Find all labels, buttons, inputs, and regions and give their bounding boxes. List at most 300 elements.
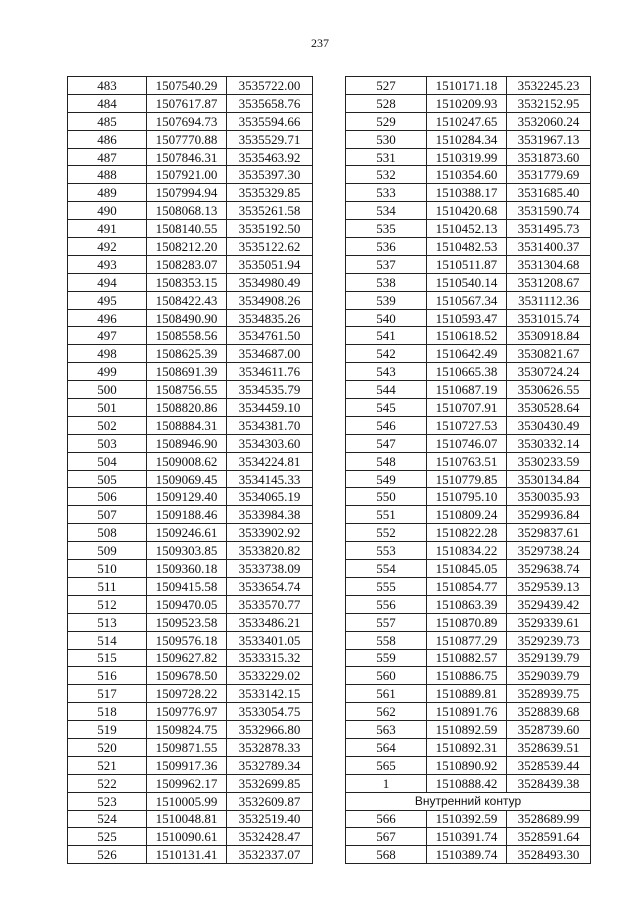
table-row: [346, 703, 591, 721]
table-row: [346, 667, 591, 685]
x-coordinate-cell: 1510540.14: [427, 273, 507, 291]
y-coordinate-cell: 3535594.66: [227, 112, 313, 130]
table-row: [68, 77, 313, 95]
x-coordinate-cell: 1507617.87: [147, 94, 227, 112]
x-coordinate-cell: 1508691.39: [147, 363, 227, 381]
point-number-cell: 549: [346, 470, 427, 488]
x-coordinate-cell: 1510090.61: [147, 828, 227, 846]
x-coordinate-cell: 1508884.31: [147, 416, 227, 434]
x-coordinate-cell: 1507994.94: [147, 184, 227, 202]
point-number-cell: 491: [68, 220, 147, 238]
x-coordinate-cell: 1508490.90: [147, 309, 227, 327]
point-number-cell: 560: [346, 667, 427, 685]
point-number-cell: 489: [68, 184, 147, 202]
table-row: [346, 345, 591, 363]
point-number-cell: 496: [68, 309, 147, 327]
y-coordinate-cell: 3528539.44: [507, 756, 591, 774]
table-row: [68, 488, 313, 506]
table-row: [346, 202, 591, 220]
x-coordinate-cell: 1510889.81: [427, 685, 507, 703]
table-row: [68, 470, 313, 488]
table-row: [68, 649, 313, 667]
point-number-cell: 554: [346, 560, 427, 578]
point-number-cell: 494: [68, 273, 147, 291]
table-row: [68, 613, 313, 631]
point-number-cell: 567: [346, 828, 427, 846]
x-coordinate-cell: 1510642.49: [427, 345, 507, 363]
point-number-cell: 551: [346, 506, 427, 524]
table-row: [346, 542, 591, 560]
x-coordinate-cell: 1507921.00: [147, 166, 227, 184]
point-number-cell: 529: [346, 112, 427, 130]
y-coordinate-cell: 3528689.99: [507, 810, 591, 828]
y-coordinate-cell: 3535122.62: [227, 238, 313, 256]
x-coordinate-cell: 1509678.50: [147, 667, 227, 685]
x-coordinate-cell: 1509824.75: [147, 721, 227, 739]
x-coordinate-cell: 1510482.53: [427, 238, 507, 256]
point-number-cell: 519: [68, 721, 147, 739]
y-coordinate-cell: 3533315.32: [227, 649, 313, 667]
point-number-cell: 553: [346, 542, 427, 560]
y-coordinate-cell: 3530918.84: [507, 327, 591, 345]
point-number-cell: 547: [346, 434, 427, 452]
x-coordinate-cell: 1509129.40: [147, 488, 227, 506]
x-coordinate-cell: 1510687.19: [427, 381, 507, 399]
table-row: [68, 309, 313, 327]
y-coordinate-cell: 3529936.84: [507, 506, 591, 524]
point-number-cell: 552: [346, 524, 427, 542]
table-row: [346, 506, 591, 524]
y-coordinate-cell: 3532519.40: [227, 810, 313, 828]
x-coordinate-cell: 1510284.34: [427, 130, 507, 148]
coordinates-table-right: [345, 76, 591, 864]
y-coordinate-cell: 3535658.76: [227, 94, 313, 112]
y-coordinate-cell: 3533984.38: [227, 506, 313, 524]
table-row: [68, 846, 313, 864]
inner-contour-section: [346, 792, 591, 810]
y-coordinate-cell: 3534611.76: [227, 363, 313, 381]
point-number-cell: 512: [68, 595, 147, 613]
point-number-cell: 525: [68, 828, 147, 846]
x-coordinate-cell: 1510452.13: [427, 220, 507, 238]
table-row: [346, 774, 591, 792]
coordinates-table-right-body: [346, 77, 591, 793]
table-row: [68, 595, 313, 613]
table-row: [346, 399, 591, 417]
y-coordinate-cell: 3531779.69: [507, 166, 591, 184]
x-coordinate-cell: 1510877.29: [427, 631, 507, 649]
point-number-cell: 534: [346, 202, 427, 220]
table-row: [68, 810, 313, 828]
point-number-cell: 537: [346, 255, 427, 273]
x-coordinate-cell: 1510892.31: [427, 738, 507, 756]
y-coordinate-cell: 3532152.95: [507, 94, 591, 112]
point-number-cell: 526: [68, 846, 147, 864]
table-row: [346, 649, 591, 667]
table-row: [346, 416, 591, 434]
y-coordinate-cell: 3529539.13: [507, 577, 591, 595]
coordinates-table-left: [67, 76, 313, 864]
point-number-cell: 541: [346, 327, 427, 345]
table-row: [68, 166, 313, 184]
y-coordinate-cell: 3534459.10: [227, 399, 313, 417]
x-coordinate-cell: 1510247.65: [427, 112, 507, 130]
y-coordinate-cell: 3531685.40: [507, 184, 591, 202]
x-coordinate-cell: 1510005.99: [147, 792, 227, 810]
point-number-cell: 488: [68, 166, 147, 184]
table-row: [68, 828, 313, 846]
point-number-cell: 561: [346, 685, 427, 703]
table-row: [346, 721, 591, 739]
y-coordinate-cell: 3533486.21: [227, 613, 313, 631]
table-row: [346, 291, 591, 309]
y-coordinate-cell: 3534224.81: [227, 452, 313, 470]
x-coordinate-cell: 1508820.86: [147, 399, 227, 417]
table-row: [68, 738, 313, 756]
y-coordinate-cell: 3534303.60: [227, 434, 313, 452]
point-number-cell: 497: [68, 327, 147, 345]
point-number-cell: 535: [346, 220, 427, 238]
x-coordinate-cell: 1510795.10: [427, 488, 507, 506]
point-number-cell: 517: [68, 685, 147, 703]
table-row: [68, 774, 313, 792]
x-coordinate-cell: 1509627.82: [147, 649, 227, 667]
coordinates-table-left-body: [68, 77, 313, 864]
table-row: [346, 524, 591, 542]
point-number-cell: 527: [346, 77, 427, 95]
y-coordinate-cell: 3530430.49: [507, 416, 591, 434]
point-number-cell: 555: [346, 577, 427, 595]
table-row: [346, 112, 591, 130]
point-number-cell: 531: [346, 148, 427, 166]
point-number-cell: 542: [346, 345, 427, 363]
point-number-cell: 528: [346, 94, 427, 112]
table-row: [346, 595, 591, 613]
table-row: [346, 220, 591, 238]
table-row: [346, 434, 591, 452]
table-row: [68, 452, 313, 470]
y-coordinate-cell: 3531112.36: [507, 291, 591, 309]
point-number-cell: 500: [68, 381, 147, 399]
point-number-cell: 566: [346, 810, 427, 828]
table-row: [68, 542, 313, 560]
y-coordinate-cell: 3528839.68: [507, 703, 591, 721]
point-number-cell: 545: [346, 399, 427, 417]
table-row: [68, 524, 313, 542]
x-coordinate-cell: 1510593.47: [427, 309, 507, 327]
y-coordinate-cell: 3534980.49: [227, 273, 313, 291]
x-coordinate-cell: 1509776.97: [147, 703, 227, 721]
y-coordinate-cell: 3529837.61: [507, 524, 591, 542]
x-coordinate-cell: 1510822.28: [427, 524, 507, 542]
y-coordinate-cell: 3529339.61: [507, 613, 591, 631]
point-number-cell: 568: [346, 846, 427, 864]
y-coordinate-cell: 3528591.64: [507, 828, 591, 846]
point-number-cell: 516: [68, 667, 147, 685]
x-coordinate-cell: 1510746.07: [427, 434, 507, 452]
x-coordinate-cell: 1510048.81: [147, 810, 227, 828]
table-row: [68, 363, 313, 381]
y-coordinate-cell: 3528493.30: [507, 846, 591, 864]
table-row: [68, 291, 313, 309]
point-number-cell: 520: [68, 738, 147, 756]
point-number-cell: 509: [68, 542, 147, 560]
table-row: [68, 255, 313, 273]
y-coordinate-cell: 3530724.24: [507, 363, 591, 381]
table-row: [346, 631, 591, 649]
point-number-cell: 483: [68, 77, 147, 95]
point-number-cell: 543: [346, 363, 427, 381]
x-coordinate-cell: 1510131.41: [147, 846, 227, 864]
table-row: [68, 327, 313, 345]
y-coordinate-cell: 3533054.75: [227, 703, 313, 721]
point-number-cell: 546: [346, 416, 427, 434]
table-row: [346, 810, 591, 828]
point-number-cell: 559: [346, 649, 427, 667]
x-coordinate-cell: 1509069.45: [147, 470, 227, 488]
y-coordinate-cell: 3530134.84: [507, 470, 591, 488]
table-row: [346, 309, 591, 327]
x-coordinate-cell: 1510727.53: [427, 416, 507, 434]
x-coordinate-cell: 1510420.68: [427, 202, 507, 220]
table-row: [346, 166, 591, 184]
x-coordinate-cell: 1510892.59: [427, 721, 507, 739]
y-coordinate-cell: 3532789.34: [227, 756, 313, 774]
point-number-cell: 533: [346, 184, 427, 202]
table-row: [68, 345, 313, 363]
point-number-cell: 523: [68, 792, 147, 810]
x-coordinate-cell: 1510845.05: [427, 560, 507, 578]
table-row: [68, 703, 313, 721]
x-coordinate-cell: 1508068.13: [147, 202, 227, 220]
point-number-cell: 486: [68, 130, 147, 148]
table-row: [346, 560, 591, 578]
y-coordinate-cell: 3528939.75: [507, 685, 591, 703]
table-row: [346, 828, 591, 846]
x-coordinate-cell: 1509246.61: [147, 524, 227, 542]
x-coordinate-cell: 1510389.74: [427, 846, 507, 864]
y-coordinate-cell: 3530035.93: [507, 488, 591, 506]
point-number-cell: 487: [68, 148, 147, 166]
y-coordinate-cell: 3533142.15: [227, 685, 313, 703]
x-coordinate-cell: 1510886.75: [427, 667, 507, 685]
point-number-cell: 564: [346, 738, 427, 756]
table-row: [346, 184, 591, 202]
point-number-cell: 530: [346, 130, 427, 148]
point-number-cell: 510: [68, 560, 147, 578]
x-coordinate-cell: 1507770.88: [147, 130, 227, 148]
table-row: [68, 721, 313, 739]
x-coordinate-cell: 1509470.05: [147, 595, 227, 613]
table-row: [68, 220, 313, 238]
x-coordinate-cell: 1509523.58: [147, 613, 227, 631]
table-row: [346, 488, 591, 506]
y-coordinate-cell: 3535722.00: [227, 77, 313, 95]
x-coordinate-cell: 1510707.91: [427, 399, 507, 417]
x-coordinate-cell: 1510863.39: [427, 595, 507, 613]
x-coordinate-cell: 1509008.62: [147, 452, 227, 470]
table-row: [68, 94, 313, 112]
table-row: [346, 738, 591, 756]
x-coordinate-cell: 1510391.74: [427, 828, 507, 846]
point-number-cell: 511: [68, 577, 147, 595]
y-coordinate-cell: 3529638.74: [507, 560, 591, 578]
point-number-cell: 550: [346, 488, 427, 506]
table-row: [68, 112, 313, 130]
point-number-cell: 556: [346, 595, 427, 613]
x-coordinate-cell: 1508625.39: [147, 345, 227, 363]
point-number-cell: 490: [68, 202, 147, 220]
x-coordinate-cell: 1509303.85: [147, 542, 227, 560]
y-coordinate-cell: 3534908.26: [227, 291, 313, 309]
x-coordinate-cell: 1508756.55: [147, 381, 227, 399]
y-coordinate-cell: 3534687.00: [227, 345, 313, 363]
y-coordinate-cell: 3529239.73: [507, 631, 591, 649]
table-row: [346, 846, 591, 864]
x-coordinate-cell: 1510870.89: [427, 613, 507, 631]
y-coordinate-cell: 3532609.87: [227, 792, 313, 810]
point-number-cell: 536: [346, 238, 427, 256]
y-coordinate-cell: 3528639.51: [507, 738, 591, 756]
table-row: [68, 202, 313, 220]
y-coordinate-cell: 3529039.79: [507, 667, 591, 685]
y-coordinate-cell: 3533902.92: [227, 524, 313, 542]
y-coordinate-cell: 3534145.33: [227, 470, 313, 488]
y-coordinate-cell: 3531208.67: [507, 273, 591, 291]
point-number-cell: 532: [346, 166, 427, 184]
point-number-cell: 501: [68, 399, 147, 417]
y-coordinate-cell: 3534381.70: [227, 416, 313, 434]
table-row: [346, 756, 591, 774]
table-row: [68, 148, 313, 166]
point-number-cell: 540: [346, 309, 427, 327]
x-coordinate-cell: 1508283.07: [147, 255, 227, 273]
point-number-cell: 518: [68, 703, 147, 721]
x-coordinate-cell: 1509871.55: [147, 738, 227, 756]
y-coordinate-cell: 3534065.19: [227, 488, 313, 506]
x-coordinate-cell: 1509415.58: [147, 577, 227, 595]
y-coordinate-cell: 3529738.24: [507, 542, 591, 560]
point-number-cell: 521: [68, 756, 147, 774]
table-row: [68, 560, 313, 578]
x-coordinate-cell: 1510763.51: [427, 452, 507, 470]
table-row: [346, 148, 591, 166]
y-coordinate-cell: 3533820.82: [227, 542, 313, 560]
point-number-cell: 563: [346, 721, 427, 739]
section-label: Внутренний контур: [346, 792, 591, 810]
y-coordinate-cell: 3535192.50: [227, 220, 313, 238]
section-header-row: [346, 792, 591, 810]
x-coordinate-cell: 1510209.93: [427, 94, 507, 112]
x-coordinate-cell: 1509188.46: [147, 506, 227, 524]
x-coordinate-cell: 1508946.90: [147, 434, 227, 452]
point-number-cell: 515: [68, 649, 147, 667]
y-coordinate-cell: 3528739.60: [507, 721, 591, 739]
y-coordinate-cell: 3535529.71: [227, 130, 313, 148]
table-row: [68, 667, 313, 685]
page-number: 237: [311, 36, 329, 50]
y-coordinate-cell: 3530233.59: [507, 452, 591, 470]
x-coordinate-cell: 1508422.43: [147, 291, 227, 309]
x-coordinate-cell: 1510388.17: [427, 184, 507, 202]
table-row: [346, 327, 591, 345]
x-coordinate-cell: 1510809.24: [427, 506, 507, 524]
y-coordinate-cell: 3532337.07: [227, 846, 313, 864]
table-row: [346, 363, 591, 381]
x-coordinate-cell: 1510319.99: [427, 148, 507, 166]
x-coordinate-cell: 1509728.22: [147, 685, 227, 703]
x-coordinate-cell: 1507540.29: [147, 77, 227, 95]
table-row: [68, 506, 313, 524]
point-number-cell: 565: [346, 756, 427, 774]
x-coordinate-cell: 1509360.18: [147, 560, 227, 578]
x-coordinate-cell: 1508558.56: [147, 327, 227, 345]
x-coordinate-cell: 1507694.73: [147, 112, 227, 130]
table-row: [68, 130, 313, 148]
table-row: [346, 238, 591, 256]
table-row: [68, 685, 313, 703]
point-number-cell: 522: [68, 774, 147, 792]
y-coordinate-cell: 3532245.23: [507, 77, 591, 95]
y-coordinate-cell: 3531015.74: [507, 309, 591, 327]
y-coordinate-cell: 3531967.13: [507, 130, 591, 148]
point-number-cell: 538: [346, 273, 427, 291]
point-number-cell: 498: [68, 345, 147, 363]
y-coordinate-cell: 3533229.02: [227, 667, 313, 685]
y-coordinate-cell: 3535463.92: [227, 148, 313, 166]
table-row: [68, 273, 313, 291]
y-coordinate-cell: 3530821.67: [507, 345, 591, 363]
x-coordinate-cell: 1510882.57: [427, 649, 507, 667]
y-coordinate-cell: 3535051.94: [227, 255, 313, 273]
x-coordinate-cell: 1510890.92: [427, 756, 507, 774]
y-coordinate-cell: 3532428.47: [227, 828, 313, 846]
y-coordinate-cell: 3532699.85: [227, 774, 313, 792]
x-coordinate-cell: 1510854.77: [427, 577, 507, 595]
y-coordinate-cell: 3530528.64: [507, 399, 591, 417]
table-row: [346, 130, 591, 148]
point-number-cell: 505: [68, 470, 147, 488]
point-number-cell: 484: [68, 94, 147, 112]
x-coordinate-cell: 1508140.55: [147, 220, 227, 238]
x-coordinate-cell: 1508353.15: [147, 273, 227, 291]
point-number-cell: 495: [68, 291, 147, 309]
y-coordinate-cell: 3532060.24: [507, 112, 591, 130]
inner-contour-table-body: [346, 810, 591, 864]
table-row: [68, 416, 313, 434]
y-coordinate-cell: 3531400.37: [507, 238, 591, 256]
y-coordinate-cell: 3529439.42: [507, 595, 591, 613]
table-row: [68, 792, 313, 810]
table-row: [346, 577, 591, 595]
point-number-cell: 558: [346, 631, 427, 649]
x-coordinate-cell: 1509962.17: [147, 774, 227, 792]
x-coordinate-cell: 1507846.31: [147, 148, 227, 166]
point-number-cell: 485: [68, 112, 147, 130]
table-row: [346, 94, 591, 112]
y-coordinate-cell: 3530332.14: [507, 434, 591, 452]
x-coordinate-cell: 1510891.76: [427, 703, 507, 721]
y-coordinate-cell: 3528439.38: [507, 774, 591, 792]
y-coordinate-cell: 3534761.50: [227, 327, 313, 345]
x-coordinate-cell: 1509917.36: [147, 756, 227, 774]
table-row: [68, 631, 313, 649]
point-number-cell: 557: [346, 613, 427, 631]
x-coordinate-cell: 1509576.18: [147, 631, 227, 649]
table-row: [68, 756, 313, 774]
table-row: [346, 685, 591, 703]
point-number-cell: 503: [68, 434, 147, 452]
